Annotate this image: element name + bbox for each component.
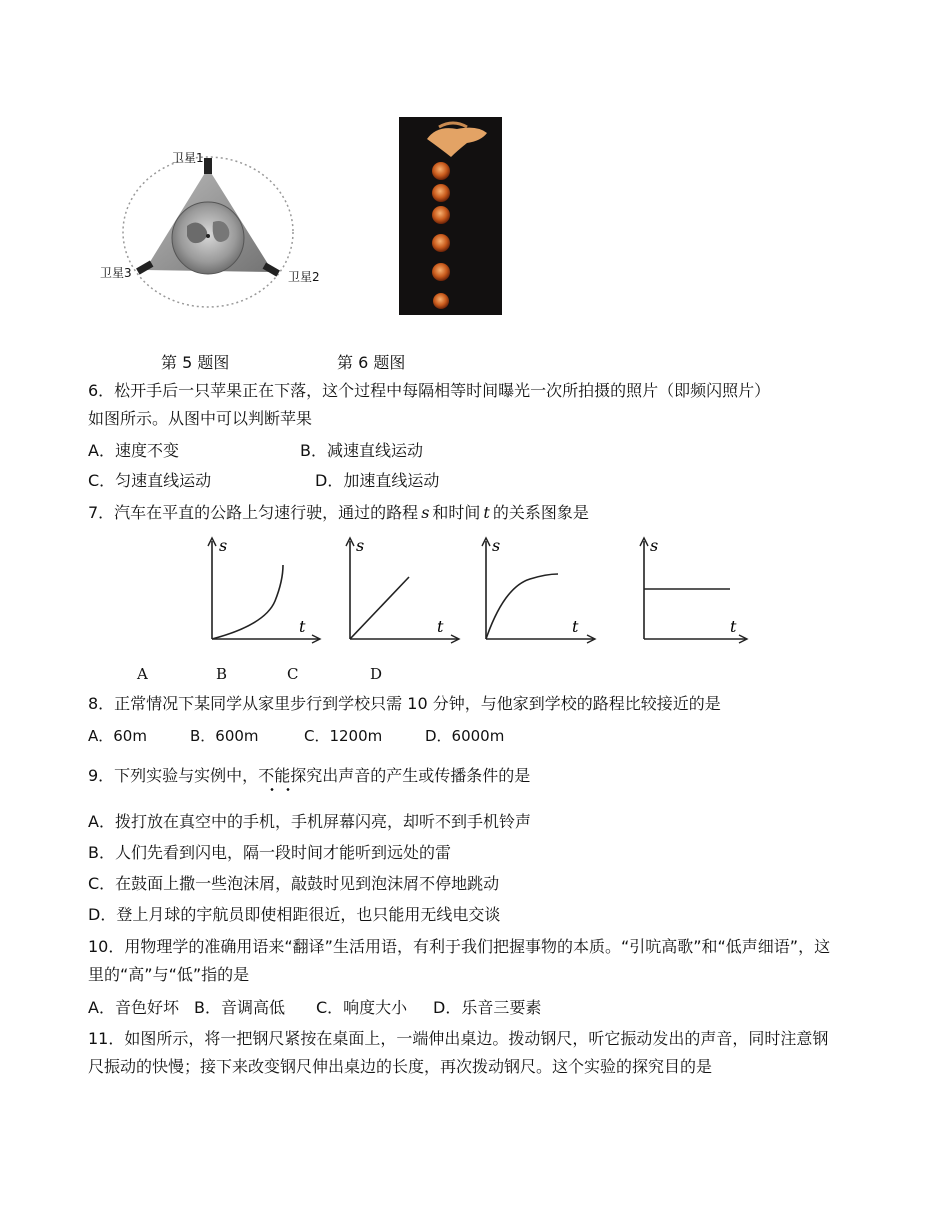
figure-6-caption: 第 6 题图 xyxy=(337,353,406,372)
q7-graph-d-y-label: s xyxy=(650,536,659,555)
q8-option-a: A．60m xyxy=(88,727,147,745)
q7-graph-a xyxy=(195,535,325,645)
q7-label-d: D xyxy=(370,665,383,683)
q6-option-c: C．匀速直线运动 xyxy=(88,471,212,490)
q6-option-d: D．加速直线运动 xyxy=(315,471,440,490)
q8-option-d: D．6000m xyxy=(425,727,505,745)
q7-graph-a-y-label: s xyxy=(219,536,228,555)
q6-stem-line2: 如图所示。从图中可以判断苹果 xyxy=(88,409,313,428)
q10-option-a: A．音色好坏 xyxy=(88,998,179,1017)
q10-option-d: D．乐音三要素 xyxy=(433,998,542,1017)
q10-option-c: C．响度大小 xyxy=(316,998,408,1017)
q7-stem-post: 的关系图象是 xyxy=(492,503,589,522)
q7-graph-a-x-label: t xyxy=(299,617,306,636)
satellite-3-label: 卫星3 xyxy=(100,266,132,280)
q10-stem-line1: 10．用物理学的准确用语来“翻译”生活用语，有利于我们把握事物的本质。“引吭高歌”和“低声细语”，这 xyxy=(88,937,831,956)
q9-emphasis: 不能 xyxy=(258,766,291,785)
q7-graph-d-x-label: t xyxy=(730,617,737,636)
q6-option-a: A．速度不变 xyxy=(88,441,179,460)
q7-var-t: t xyxy=(483,503,490,522)
q9-stem-post: 探究出声音的产生或传播条件的是 xyxy=(290,766,531,785)
satellite-1-label: 卫星1 xyxy=(172,151,204,165)
q7-graph-b xyxy=(334,535,464,645)
figure-5-caption: 第 5 题图 xyxy=(161,353,230,372)
q10-stem-line2: 里的“高”与“低”指的是 xyxy=(88,965,250,984)
q11-stem-line2: 尺振动的快慢；接下来改变钢尺伸出桌边的长度，再次拨动钢尺。这个实验的探究目的是 xyxy=(88,1057,713,1076)
q7-graph-c-x-label: t xyxy=(572,617,579,636)
q8-option-c: C．1200m xyxy=(304,727,383,745)
q7-stem xyxy=(88,502,589,524)
q10-option-b: B．音调高低 xyxy=(194,998,285,1017)
q7-graph-d xyxy=(628,535,758,645)
q7-label-b: B xyxy=(216,665,228,683)
q7-stem-pre: 7．汽车在平直的公路上匀速行驶，通过的路程 xyxy=(88,503,419,522)
q9-option-a: A．拨打放在真空中的手机，手机屏幕闪亮，却听不到手机铃声 xyxy=(88,812,531,831)
q9-option-c: C．在鼓面上撒一些泡沫屑，敲鼓时见到泡沫屑不停地跳动 xyxy=(88,874,500,893)
q6-stem-line1: 6．松开手后一只苹果正在下落，这个过程中每隔相等时间曝光一次所拍摄的照片（即频闪照片） xyxy=(88,381,771,400)
q9-stem-pre: 9．下列实验与实例中， xyxy=(88,766,259,785)
q11-stem-line1: 11．如图所示，将一把钢尺紧按在桌面上，一端伸出桌边。拨动钢尺，听它振动发出的声音，同时注意钢 xyxy=(88,1029,829,1048)
q7-var-s: s xyxy=(421,503,430,522)
figure-6-strobe-photo xyxy=(399,117,502,315)
q9-option-b: B．人们先看到闪电，隔一段时间才能听到远处的雷 xyxy=(88,843,451,862)
q7-graph-b-y-label: s xyxy=(356,536,365,555)
q6-option-b: B．减速直线运动 xyxy=(300,441,423,460)
q8-stem: 8．正常情况下某同学从家里步行到学校只需 10 分钟，与他家到学校的路程比较接近的是 xyxy=(88,694,721,713)
q9-option-d: D．登上月球的宇航员即使相距很近，也只能用无线电交谈 xyxy=(88,905,501,924)
q7-label-a: A xyxy=(137,665,148,683)
q7-graph-c-y-label: s xyxy=(492,536,501,555)
q7-graph-c xyxy=(470,535,600,645)
q7-label-c: C xyxy=(287,665,299,683)
satellite-2-label: 卫星2 xyxy=(288,270,320,284)
q7-graph-b-x-label: t xyxy=(437,617,444,636)
q7-stem-mid: 和时间 xyxy=(432,503,481,522)
q8-option-b: B．600m xyxy=(190,727,259,745)
figure-5-satellites xyxy=(95,140,325,320)
q9-stem xyxy=(88,765,530,787)
